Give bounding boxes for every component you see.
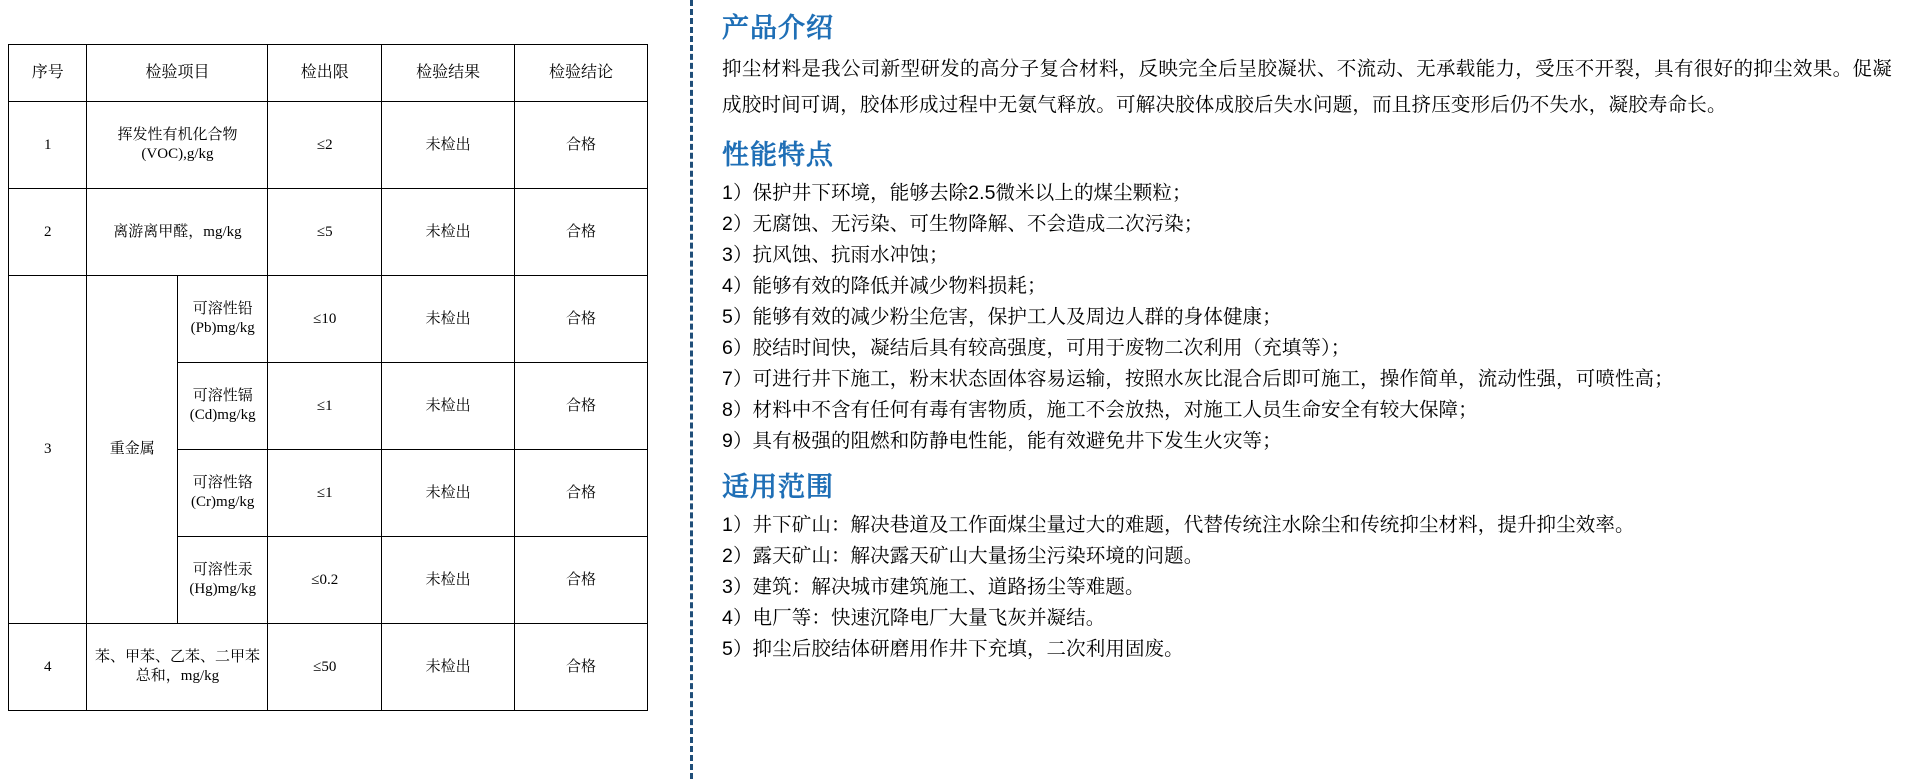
features-list — [722, 178, 1892, 457]
list-item: 8）材料中不含有任何有毒有害物质，施工不会放热，对施工人员生命安全有较大保障； — [722, 399, 1478, 421]
cell-result: 未检出 — [382, 624, 515, 711]
cell-limit: ≤10 — [268, 276, 382, 363]
section-title-applications: 适用范围 — [722, 472, 834, 502]
content-column — [722, 0, 1892, 779]
test-report-table-container — [8, 44, 648, 711]
cell-subitem: 可溶性铅(Pb)mg/kg — [177, 276, 267, 363]
section-title-features: 性能特点 — [722, 140, 834, 170]
list-item: 1）保护井下环境，能够去除2.5微米以上的煤尘颗粒； — [722, 182, 1192, 204]
cell-limit: ≤50 — [268, 624, 382, 711]
cell-conclusion: 合格 — [515, 363, 648, 450]
list-item: 9）具有极强的阻燃和防静电性能，能有效避免井下发生火灾等； — [722, 430, 1282, 452]
table-header-row — [9, 45, 648, 102]
cell-conclusion: 合格 — [515, 450, 648, 537]
column-header-limit: 检出限 — [268, 45, 382, 102]
column-header-item: 检验项目 — [87, 45, 268, 102]
cell-seq: 1 — [9, 102, 87, 189]
list-item: 6）胶结时间快，凝结后具有较高强度，可用于废物二次利用（充填等）； — [722, 337, 1351, 359]
table-row — [9, 189, 648, 276]
cell-seq: 3 — [9, 276, 87, 624]
cell-limit: ≤1 — [268, 363, 382, 450]
vertical-dashed-divider — [690, 0, 693, 779]
table-body — [9, 102, 648, 711]
cell-conclusion: 合格 — [515, 537, 648, 624]
list-item: 4）电厂等：快速沉降电厂大量飞灰并凝结。 — [722, 607, 1106, 629]
cell-limit: ≤0.2 — [268, 537, 382, 624]
cell-item: 离游离甲醛，mg/kg — [87, 189, 268, 276]
cell-item-group: 重金属 — [87, 276, 177, 624]
cell-limit: ≤1 — [268, 450, 382, 537]
cell-conclusion: 合格 — [515, 624, 648, 711]
list-item: 3）抗风蚀、抗雨水冲蚀； — [722, 244, 949, 266]
column-header-result: 检验结果 — [382, 45, 515, 102]
cell-seq: 2 — [9, 189, 87, 276]
cell-result: 未检出 — [382, 363, 515, 450]
column-header-conclusion: 检验结论 — [515, 45, 648, 102]
cell-item: 挥发性有机化合物(VOC),g/kg — [87, 102, 268, 189]
column-header-seq: 序号 — [9, 45, 87, 102]
table-header — [9, 45, 648, 102]
cell-result: 未检出 — [382, 537, 515, 624]
cell-conclusion: 合格 — [515, 276, 648, 363]
cell-subitem: 可溶性汞(Hg)mg/kg — [177, 537, 267, 624]
product-intro-paragraph: 抑尘材料是我公司新型研发的高分子复合材料，反映完全后呈胶凝状、不流动、无承载能力，受压不开裂，具有很好的抑尘效果。促凝成胶时间可调，胶体形成过程中无氨气释放。可解决胶体成胶后失水问题，而且挤压变形后仍不失水，凝胶寿命长。 — [722, 58, 1892, 116]
cell-result: 未检出 — [382, 450, 515, 537]
table-row — [9, 102, 648, 189]
test-report-table — [8, 44, 648, 711]
cell-subitem: 可溶性铬(Cr)mg/kg — [177, 450, 267, 537]
list-item: 5）能够有效的减少粉尘危害，保护工人及周边人群的身体健康； — [722, 306, 1282, 328]
cell-result: 未检出 — [382, 276, 515, 363]
list-item: 3）建筑：解决城市建筑施工、道路扬尘等难题。 — [722, 576, 1145, 598]
cell-result: 未检出 — [382, 189, 515, 276]
applications-list — [722, 510, 1892, 665]
cell-limit: ≤2 — [268, 102, 382, 189]
cell-conclusion: 合格 — [515, 102, 648, 189]
list-item: 2）无腐蚀、无污染、可生物降解、不会造成二次污染； — [722, 213, 1204, 235]
list-item: 5）抑尘后胶结体研磨用作井下充填，二次利用固废。 — [722, 638, 1184, 660]
list-item: 2）露天矿山：解决露天矿山大量扬尘污染环境的问题。 — [722, 545, 1204, 567]
cell-limit: ≤5 — [268, 189, 382, 276]
list-item: 7）可进行井下施工，粉末状态固体容易运输，按照水灰比混合后即可施工，操作简单，流动性强，可喷性高； — [722, 368, 1674, 390]
table-row — [9, 276, 648, 363]
section-title-product-intro: 产品介绍 — [722, 13, 834, 43]
list-item: 1）井下矿山：解决巷道及工作面煤尘量过大的难题，代替传统注水除尘和传统抑尘材料，提升抑尘效率。 — [722, 514, 1635, 536]
table-row — [9, 624, 648, 711]
cell-seq: 4 — [9, 624, 87, 711]
cell-conclusion: 合格 — [515, 189, 648, 276]
cell-result: 未检出 — [382, 102, 515, 189]
cell-item: 苯、甲苯、乙苯、二甲苯总和，mg/kg — [87, 624, 268, 711]
cell-subitem: 可溶性镉(Cd)mg/kg — [177, 363, 267, 450]
list-item: 4）能够有效的降低并减少物料损耗； — [722, 275, 1047, 297]
